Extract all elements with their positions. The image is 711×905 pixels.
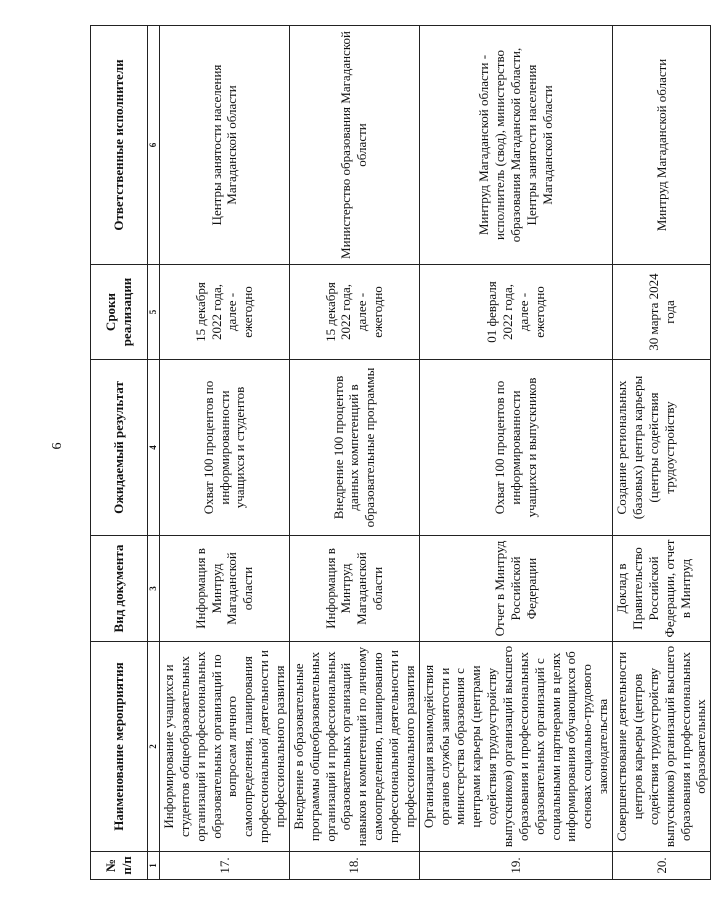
measure-name: Информирование учащихся и студентов общеобразовательных организаций и профессиональных образовательных организаций по вопросам личного самоопределения, планирования профессиональной деятельности и профессионального развития [160,642,290,852]
document-type: Информация в Минтруд Магаданской области [160,536,290,642]
measure-name: Организация взаимодействия органов службы занятости и министерства образования с центрами карьеры (центрами содействия трудоустройству выпускников) организаций высшего образования и профессиональных образовательных организаций с социальными партнерами в целях информирования обучающихся об основах социально-трудового законодательства [419,642,612,852]
header-result: Ожидаемый результат [91,360,148,536]
header-row [91,26,148,880]
deadline: 15 декабря 2022 года, далее - ежегодно [160,265,290,360]
rotated-table-container [90,26,709,880]
expected-result: Охват 100 процентов по информированности учащихся и студентов [160,360,290,536]
expected-result: Охват 100 процентов по информированности учащихся и выпускников [419,360,612,536]
deadline: 15 декабря 2022 года, далее - ежегодно [289,265,419,360]
column-number: 4 [148,360,160,536]
header-term: Сроки реализации [91,265,148,360]
table-row [419,26,612,880]
responsible: Минтруд Магаданской области - исполнитель (свод), министерство образования Магаданской области, Центры занятости населения Магаданской области [419,26,612,265]
header-doc: Вид документа [91,536,148,642]
measure-name: Внедрение в образовательные программы общеобразовательных организаций и профессиональных образовательных организаций навыков и компетенций по личному самоопределению, планированию профессиональной деятельности и профессионального развития [289,642,419,852]
expected-result: Внедрение 100 процентов данных компетенций в образовательные программы [289,360,419,536]
page-number: 6 [50,442,65,450]
column-number: 1 [148,852,160,880]
document-type: Информация в Минтруд Магаданской области [289,536,419,642]
table-row [160,26,290,880]
responsible: Министерство образования Магаданской области [289,26,419,265]
column-number: 2 [148,642,160,852]
column-number: 3 [148,536,160,642]
deadline: 01 февраля 2022 года, далее - ежегодно [419,265,612,360]
table-row [613,26,711,880]
row-number: 17. [160,852,290,880]
row-number: 19. [419,852,612,880]
measure-name: Совершенствование деятельности центров карьеры (центров содействия трудоустройству выпускников) организаций высшего образования и профессиональных образовательных [613,642,711,852]
measures-table [90,25,711,880]
header-name: Наименование мероприятия [91,642,148,852]
responsible: Центры занятости населения Магаданской области [160,26,290,265]
header-resp: Ответственные исполнители [91,26,148,265]
deadline: 30 марта 2024 года [613,265,711,360]
column-number-row [148,26,160,880]
row-number: 20. [613,852,711,880]
expected-result: Создание региональных (базовых) центра карьеры (центры содействия трудоустройству [613,360,711,536]
column-number: 6 [148,26,160,265]
document-type: Доклад в Правительство Российской Федерации, отчет в Минтруд [613,536,711,642]
responsible: Минтруд Магаданской области [613,26,711,265]
column-number: 5 [148,265,160,360]
document-type: Отчет в Минтруд Российской Федерации [419,536,612,642]
row-number: 18. [289,852,419,880]
table-row [289,26,419,880]
header-num: № п/п [91,852,148,880]
